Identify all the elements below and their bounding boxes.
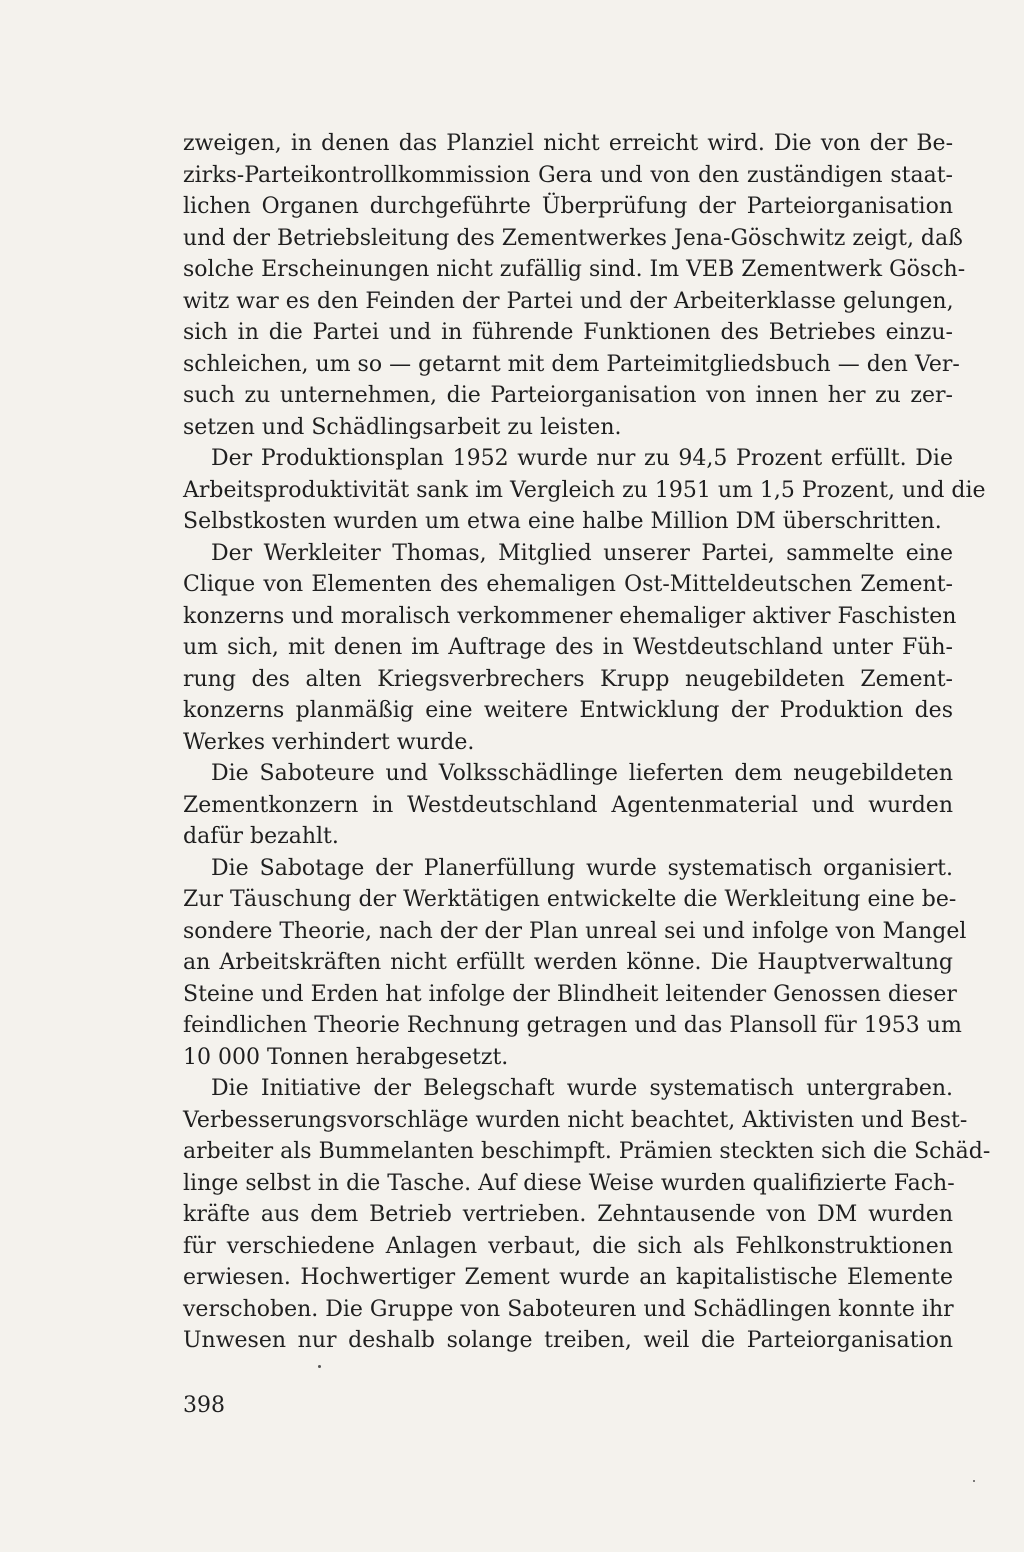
text-line: Die Sabotage der Planerfüllung wurde systematisch organisiert. <box>211 855 953 881</box>
page-number: 398 <box>183 1393 225 1418</box>
paragraph <box>183 1073 991 1357</box>
text-line: zirks-Parteikontrollkommission Gera und von den zuständigen staat- <box>183 162 953 188</box>
text-line: schleichen, um so — getarnt mit dem Parteimitgliedsbuch — den Ver- <box>183 351 960 377</box>
text-line: erwiesen. Hochwertiger Zement wurde an kapitalistische Elemente <box>183 1265 953 1290</box>
text-line: an Arbeitskräften nicht erfüllt werden könne. Die Hauptverwaltung <box>183 950 953 975</box>
text-line: Werkes verhindert wurde. <box>183 729 475 755</box>
text-line: konzerns und moralisch verkommener ehemaliger aktiver Faschisten <box>183 603 957 629</box>
text-line: feindlichen Theorie Rechnung getragen und das Plansoll für 1953 um <box>183 1013 962 1038</box>
text-line: zweigen, in denen das Planziel nicht erreicht wird. Die von der Be- <box>183 131 953 156</box>
paragraph <box>183 128 966 443</box>
text-line: und der Betriebsleitung des Zementwerkes Jena-Göschwitz zeigt, daß <box>183 225 963 251</box>
text-line: arbeiter als Bummelanten beschimpft. Prämien steckten sich die Schäd- <box>183 1139 991 1164</box>
text-line: Zementkonzern in Westdeutschland Agentenmaterial und wurden <box>183 792 953 818</box>
paragraph <box>183 443 986 538</box>
text-line: Verbesserungsvorschläge wurden nicht beachtet, Aktivisten und Best- <box>183 1107 968 1133</box>
text-line: Steine und Erden hat infolge der Blindheit leitender Genossen dieser <box>183 981 957 1007</box>
text-line: such zu unternehmen, die Parteiorganisation von innen her zu zer- <box>183 383 953 408</box>
text-line: Zur Täuschung der Werktätigen entwickelte die Werkleitung eine be- <box>183 887 957 912</box>
text-line: kräfte aus dem Betrieb vertrieben. Zehntausende von DM wurden <box>183 1202 953 1227</box>
text-line: konzerns planmäßig eine weitere Entwicklung der Produktion des <box>183 698 953 723</box>
text-line: Der Werkleiter Thomas, Mitglied unserer Partei, sammelte eine <box>211 540 953 566</box>
text-line: Selbstkosten wurden um etwa eine halbe Million DM überschritten. <box>183 509 942 534</box>
print-speck <box>318 1365 321 1368</box>
text-line: sich in die Partei und in führende Funktionen des Betriebes einzu- <box>183 320 953 345</box>
text-line: sondere Theorie, nach der der Plan unreal sei und infolge von Mangel <box>183 918 967 944</box>
text-line: Der Produktionsplan 1952 wurde nur zu 94,5 Prozent erfüllt. Die <box>211 446 953 471</box>
text-line: für verschiedene Anlagen verbaut, die sich als Fehlkonstruktionen <box>183 1233 953 1259</box>
paragraph <box>183 758 953 853</box>
print-speck <box>973 1480 975 1482</box>
text-line: lichen Organen durchgeführte Überprüfung der Parteiorganisation <box>183 194 953 219</box>
text-line: 10 000 Tonnen herabgesetzt. <box>183 1044 509 1070</box>
text-line: um sich, mit denen im Auftrage des in Westdeutschland unter Füh- <box>183 635 953 660</box>
text-line: linge selbst in die Tasche. Auf diese Weise wurden qualifizierte Fach- <box>183 1170 955 1196</box>
body-text <box>183 128 991 1357</box>
text-line: Clique von Elementen des ehemaligen Ost-Mitteldeutschen Zement- <box>183 572 953 597</box>
paragraph <box>183 853 967 1074</box>
text-line: setzen und Schädlingsarbeit zu leisten. <box>183 414 622 440</box>
text-line: dafür bezahlt. <box>183 824 339 849</box>
text-line: rung des alten Kriegsverbrechers Krupp neugebildeten Zement- <box>183 666 953 692</box>
text-line: solche Erscheinungen nicht zufällig sind. Im VEB Zementwerk Gösch- <box>183 257 966 282</box>
paragraph <box>183 538 957 759</box>
text-line: Arbeitsproduktivität sank im Vergleich zu 1951 um 1,5 Prozent, und die <box>183 477 986 503</box>
text-line: Unwesen nur deshalb solange treiben, weil die Parteiorganisation <box>183 1328 953 1353</box>
text-line: witz war es den Feinden der Partei und der Arbeiterklasse gelungen, <box>183 288 954 314</box>
text-line: Die Saboteure und Volksschädlinge lieferten dem neugebildeten <box>211 761 953 786</box>
text-line: Die Initiative der Belegschaft wurde systematisch untergraben. <box>211 1076 953 1101</box>
text-line: verschoben. Die Gruppe von Saboteuren und Schädlingen konnte ihr <box>183 1296 954 1322</box>
